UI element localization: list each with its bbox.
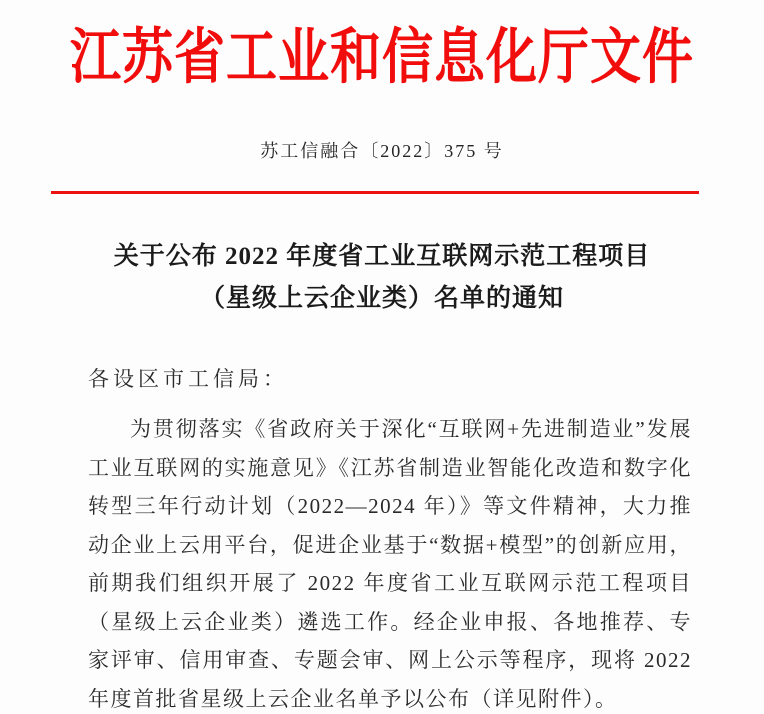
letterhead-title: 江苏省工业和信息化厅文件 (69, 25, 694, 92)
doc-number: 苏工信融合〔2022〕375 号 (260, 141, 504, 161)
red-divider-rule (51, 191, 699, 194)
salutation: 各设区市工信局： (88, 367, 288, 391)
document-title (40, 236, 724, 320)
document-title-line2: （星级上云企业类）名单的通知 (199, 285, 564, 312)
document-title-line1: 关于公布 2022 年度省工业互联网示范工程项目 (113, 243, 651, 270)
body-paragraph: 为贯彻落实《省政府关于深化“互联网+先进制造业”发展工业互联网的实施意见》《江苏省制造业智能化改造和数字化转型三年行动计划（2022—2024 年）》等文件精神，大力推动企业上云用平台，促进企业基于“数据+模型”的创新应用，前期我们组织开展了 2022 年度省工业互联网示范工程项目（星级上云企业类）遴选工作。经企业申报、各地推荐、专家评审、信用审查、专题会审、网上公示等程序，现将 2022 年度首批省星级上云企业名单予以公布（详见附件）。 (88, 417, 692, 711)
document-body (88, 364, 692, 714)
